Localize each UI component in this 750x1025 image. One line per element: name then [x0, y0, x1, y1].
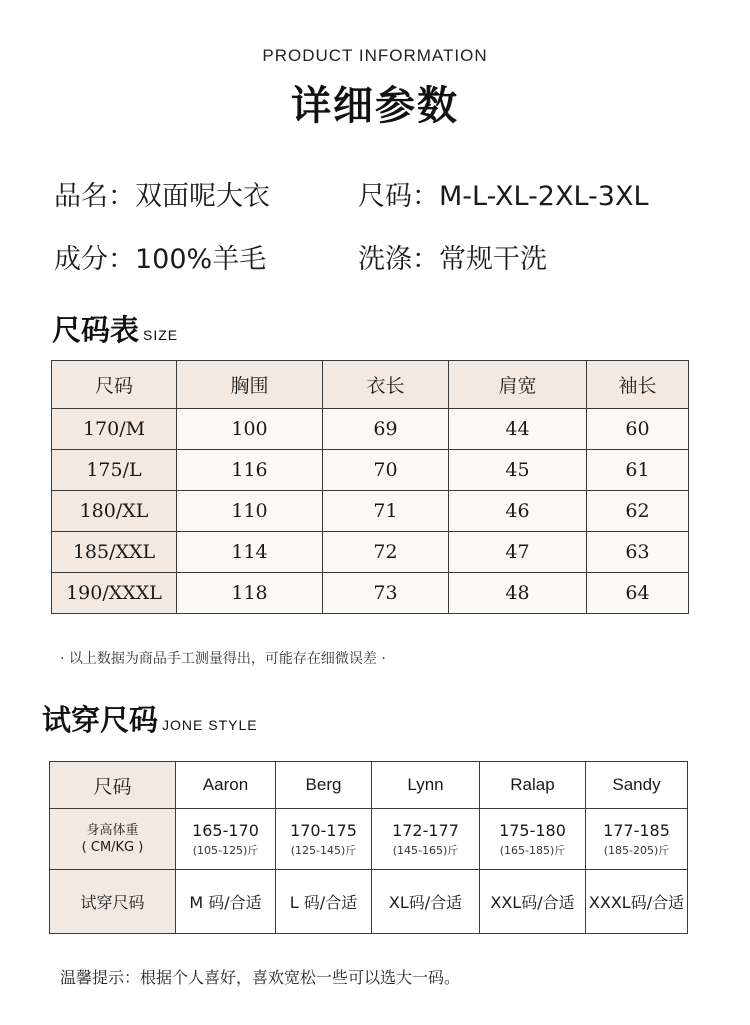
size-cell: 185/XXL: [52, 532, 177, 573]
weight-range: (125-145)斤: [290, 843, 357, 857]
height-weight-cell: [586, 809, 688, 870]
data-cell: 70: [323, 450, 449, 491]
table-row: [50, 809, 688, 870]
model-name: Ralap: [480, 762, 586, 809]
table-row: [52, 532, 689, 573]
height-range: 177-185: [603, 820, 670, 840]
size-cell: 190/XXXL: [52, 573, 177, 614]
data-cell: 48: [449, 573, 587, 614]
height-range: 170-175: [290, 820, 357, 840]
data-cell: 60: [587, 409, 689, 450]
fit-cell: M 码/合适: [176, 870, 276, 934]
data-cell: 118: [177, 573, 323, 614]
weight-range: (165-185)斤: [499, 843, 566, 857]
model-name: Berg: [276, 762, 372, 809]
data-cell: 63: [587, 532, 689, 573]
header-cell: 肩宽: [449, 361, 587, 409]
try-table-header: [50, 762, 688, 809]
height-weight-cell: [276, 809, 372, 870]
table-row: [52, 409, 689, 450]
try-section-title-en: JONE STYLE: [162, 717, 258, 733]
size-section-title: [52, 308, 178, 349]
data-cell: 62: [587, 491, 689, 532]
data-cell: 72: [323, 532, 449, 573]
try-section-title-cn: 试穿尺码: [42, 703, 159, 737]
model-name: Aaron: [176, 762, 276, 809]
page-title: 详细参数: [291, 83, 459, 129]
size-section-title-cn: 尺码表: [52, 313, 140, 347]
header-cell: 尺码: [52, 361, 177, 409]
weight-range: (185-205)斤: [603, 843, 670, 857]
header-cell: 尺码: [50, 762, 176, 809]
model-name: Lynn: [372, 762, 480, 809]
product-wash: 洗涤：常规干洗: [358, 244, 547, 275]
table-row: [52, 450, 689, 491]
weight-range: (105-125)斤: [192, 843, 259, 857]
data-cell: 64: [587, 573, 689, 614]
height-range: 175-180: [499, 820, 566, 840]
height-weight-label-unit: ( CM/KG ): [81, 840, 144, 855]
try-on-table: [49, 761, 688, 934]
product-sizes: 尺码：M-L-XL-2XL-3XL: [358, 181, 649, 212]
fit-cell: XL码/合适: [372, 870, 480, 934]
size-cell: 175/L: [52, 450, 177, 491]
data-cell: 73: [323, 573, 449, 614]
product-material: 成分：100%羊毛: [54, 244, 267, 275]
header-cell: 胸围: [177, 361, 323, 409]
height-weight-label-cn: 身高体重: [86, 823, 139, 838]
height-weight-cell: [372, 809, 480, 870]
height-range: 172-177: [392, 820, 459, 840]
measurement-note: · 以上数据为商品手工测量得出，可能存在细微误差 ·: [60, 651, 386, 667]
data-cell: 100: [177, 409, 323, 450]
data-cell: 71: [323, 491, 449, 532]
data-cell: 114: [177, 532, 323, 573]
header-cell: 衣长: [323, 361, 449, 409]
data-cell: 46: [449, 491, 587, 532]
size-cell: 170/M: [52, 409, 177, 450]
fit-cell: XXXL码/合适: [586, 870, 688, 934]
data-cell: 45: [449, 450, 587, 491]
data-cell: 47: [449, 532, 587, 573]
weight-range: (145-165)斤: [392, 843, 459, 857]
fit-cell: XXL码/合适: [480, 870, 586, 934]
size-table-header: [52, 361, 689, 409]
data-cell: 44: [449, 409, 587, 450]
height-weight-cell: [480, 809, 586, 870]
data-cell: 69: [323, 409, 449, 450]
size-table: [51, 360, 689, 614]
fit-cell: L 码/合适: [276, 870, 372, 934]
height-weight-label: [50, 809, 176, 870]
size-section-title-en: SIZE: [143, 327, 179, 343]
header-cell: 袖长: [587, 361, 689, 409]
height-weight-cell: [176, 809, 276, 870]
data-cell: 61: [587, 450, 689, 491]
fit-label: 试穿尺码: [50, 870, 176, 934]
size-cell: 180/XL: [52, 491, 177, 532]
product-name: 品名：双面呢大衣: [54, 181, 270, 212]
table-row: [52, 491, 689, 532]
table-row: [50, 870, 688, 934]
table-row: [52, 573, 689, 614]
size-tip: 温馨提示：根据个人喜好，喜欢宽松一些可以选大一码。: [60, 968, 461, 987]
subtitle-en: PRODUCT INFORMATION: [262, 46, 488, 65]
height-range: 165-170: [192, 820, 259, 840]
try-section-title: [42, 698, 258, 739]
data-cell: 110: [177, 491, 323, 532]
data-cell: 116: [177, 450, 323, 491]
model-name: Sandy: [586, 762, 688, 809]
